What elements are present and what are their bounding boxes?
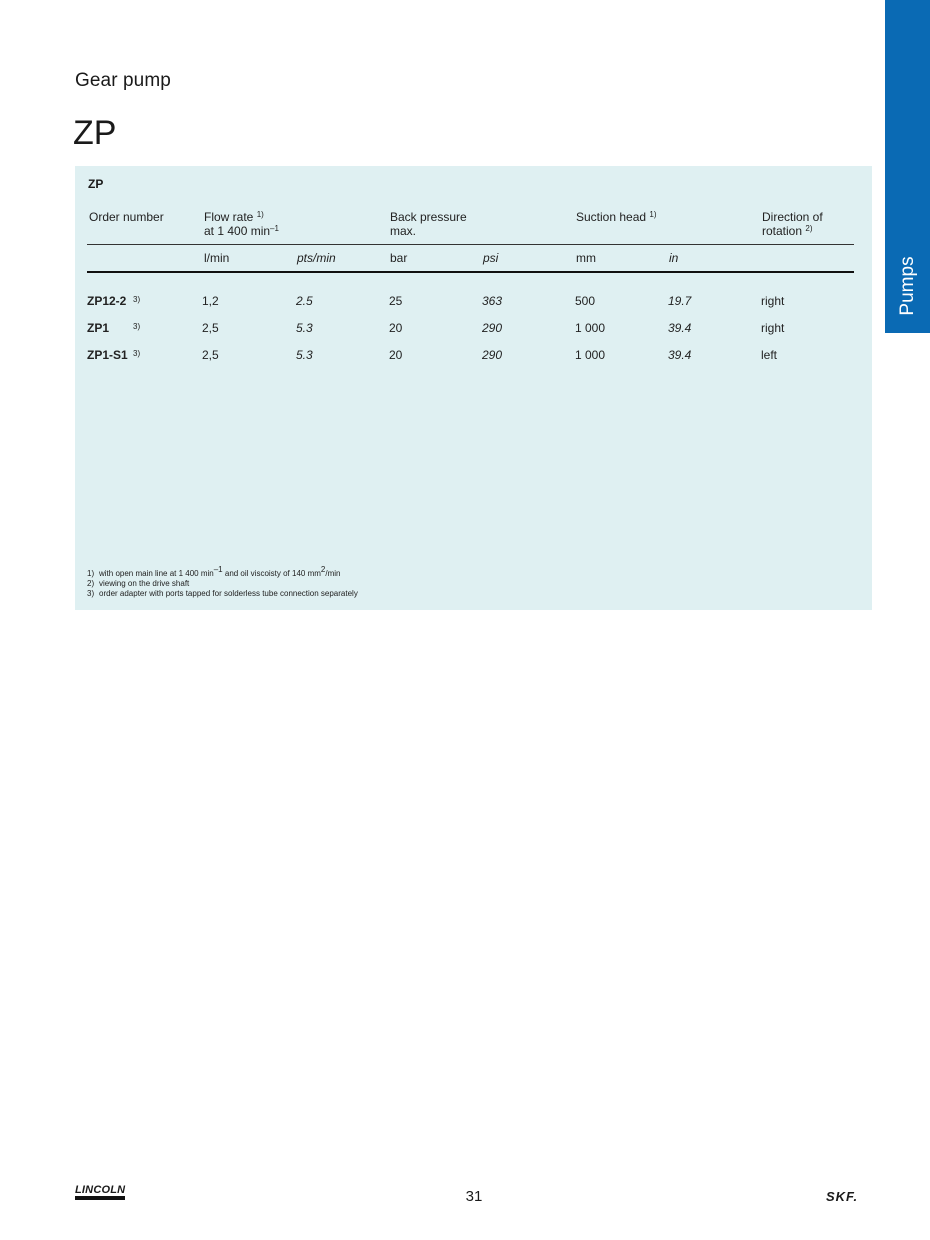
pressure-psi: 290 [482, 321, 503, 335]
header-direction [762, 210, 823, 238]
unit-in: in [669, 251, 679, 265]
header-text: Suction head [576, 210, 647, 224]
footnote-text: /min [325, 569, 341, 578]
section-tab-label: Pumps [896, 256, 918, 316]
footnote-number: 2) [87, 579, 95, 588]
header-flow-rate [204, 210, 279, 238]
footnote-exponent: 2 [320, 565, 326, 574]
product-table-panel [75, 166, 872, 610]
flow-lmin: 2,5 [202, 321, 219, 335]
page-subtitle: Gear pump [75, 70, 171, 91]
pressure-bar: 20 [389, 321, 403, 335]
flow-ptsmin: 5.3 [296, 348, 313, 362]
pressure-bar: 25 [389, 294, 403, 308]
footnote-number: 3) [87, 589, 95, 598]
header-text: Back pressure [390, 210, 467, 224]
pressure-psi: 363 [482, 294, 503, 308]
page-number: 31 [465, 1188, 483, 1205]
footnote [87, 565, 341, 579]
flow-ptsmin: 5.3 [296, 321, 313, 335]
header-text: Direction of [762, 210, 823, 224]
order-footnote-ref: 3) [133, 295, 141, 304]
unit-psi: psi [483, 251, 499, 265]
footnote-text: and oil viscoisty of 140 mm [222, 569, 321, 578]
header-order-number [89, 210, 164, 224]
units-divider [87, 271, 854, 273]
header-footnote-ref: 1) [256, 210, 264, 219]
footnote [87, 579, 189, 589]
rotation-direction: right [761, 294, 785, 308]
header-divider [87, 244, 854, 245]
header-footnote-ref: 2) [805, 224, 813, 233]
suction-mm: 1 000 [575, 321, 606, 335]
header-suction-head [576, 210, 657, 224]
header-text: Flow rate [204, 210, 254, 224]
footnote-number: 1) [87, 569, 95, 578]
flow-lmin: 2,5 [202, 348, 219, 362]
suction-mm: 1 000 [575, 348, 606, 362]
footnote-exponent: –1 [213, 565, 223, 574]
order-number: ZP1-S1 [87, 348, 128, 362]
order-number: ZP12-2 [87, 294, 127, 308]
unit-lmin: l/min [204, 251, 230, 265]
suction-in: 39.4 [668, 321, 692, 335]
header-footnote-ref: 1) [649, 210, 657, 219]
order-number: ZP1 [87, 321, 110, 335]
header-back-pressure [390, 210, 467, 238]
pressure-psi: 290 [482, 348, 503, 362]
flow-ptsmin: 2.5 [296, 294, 313, 308]
suction-in: 19.7 [668, 294, 692, 308]
section-tab-pumps [885, 0, 930, 333]
header-text-line2: rotation [762, 224, 803, 238]
unit-ptsmin: pts/min [297, 251, 336, 265]
order-footnote-ref: 3) [133, 349, 141, 358]
footnote-text: viewing on the drive shaft [99, 579, 190, 588]
unit-mm: mm [576, 251, 596, 265]
suction-mm: 500 [575, 294, 596, 308]
skf-logo: SKF. [826, 1189, 859, 1204]
rotation-direction: left [761, 348, 778, 362]
order-footnote-ref: 3) [133, 322, 141, 331]
lincoln-logo: LINCOLN [75, 1185, 125, 1200]
pressure-bar: 20 [389, 348, 403, 362]
footnote-text: with open main line at 1 400 min [99, 569, 214, 578]
suction-in: 39.4 [668, 348, 692, 362]
table-title: ZP [88, 177, 104, 191]
header-text: Order number [89, 210, 164, 224]
rotation-direction: right [761, 321, 785, 335]
header-text-line2: at 1 400 min [204, 224, 271, 238]
unit-bar: bar [390, 251, 408, 265]
footnote-text: order adapter with ports tapped for solderless tube connection separately [99, 589, 358, 598]
flow-lmin: 1,2 [202, 294, 219, 308]
header-text-line2: max. [390, 224, 417, 238]
footnote [87, 589, 358, 599]
page-title: ZP [73, 114, 117, 152]
header-exponent: –1 [270, 224, 279, 233]
